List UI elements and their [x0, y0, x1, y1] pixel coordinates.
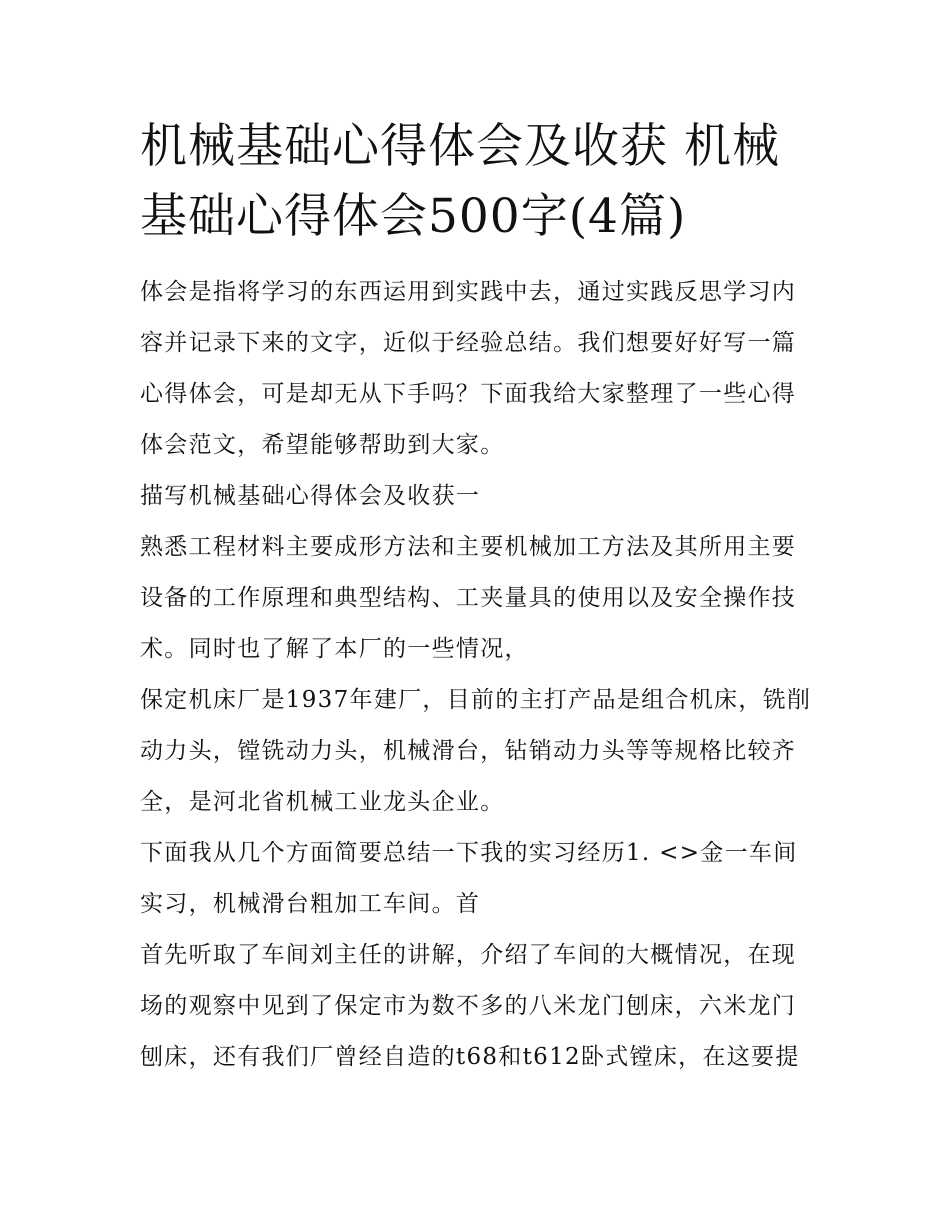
document-page [140, 112, 815, 1083]
section-heading: 描写机械基础心得体会及收获一 [140, 483, 481, 509]
body-paragraph: 首先听取了车间刘主任的讲解，介绍了车间的大概情况，在现场的观察中见到了保定市为数不多的八米龙门刨床，六米龙门刨床，还有我们厂曾经自造的t68和t612卧式镗床，在这要提 [140, 942, 800, 1070]
document-title: 机械基础心得体会及收获 机械基础心得体会500字(4篇) [140, 119, 780, 244]
body-paragraph: 下面我从几个方面简要总结一下我的实习经历1. <>金一车间实习，机械滑台粗加工车间。首 [140, 840, 798, 917]
body-paragraph: 熟悉工程材料主要成形方法和主要机械加工方法及其所用主要设备的工作原理和典型结构、工夹量具的使用以及安全操作技术。同时也了解了本厂的一些情况， [140, 534, 797, 662]
intro-paragraph: 体会是指将学习的东西运用到实践中去，通过实践反思学习内容并记录下来的文字，近似于经验总结。我们想要好好写一篇心得体会，可是却无从下手吗？下面我给大家整理了一些心得体会范文，希望能够帮助到大家。 [140, 279, 797, 458]
body-paragraph: 保定机床厂是1937年建厂，目前的主打产品是组合机床，铣削动力头，镗铣动力头，机械滑台，钻销动力头等等规格比较齐全，是河北省机械工业龙头企业。 [140, 687, 812, 815]
